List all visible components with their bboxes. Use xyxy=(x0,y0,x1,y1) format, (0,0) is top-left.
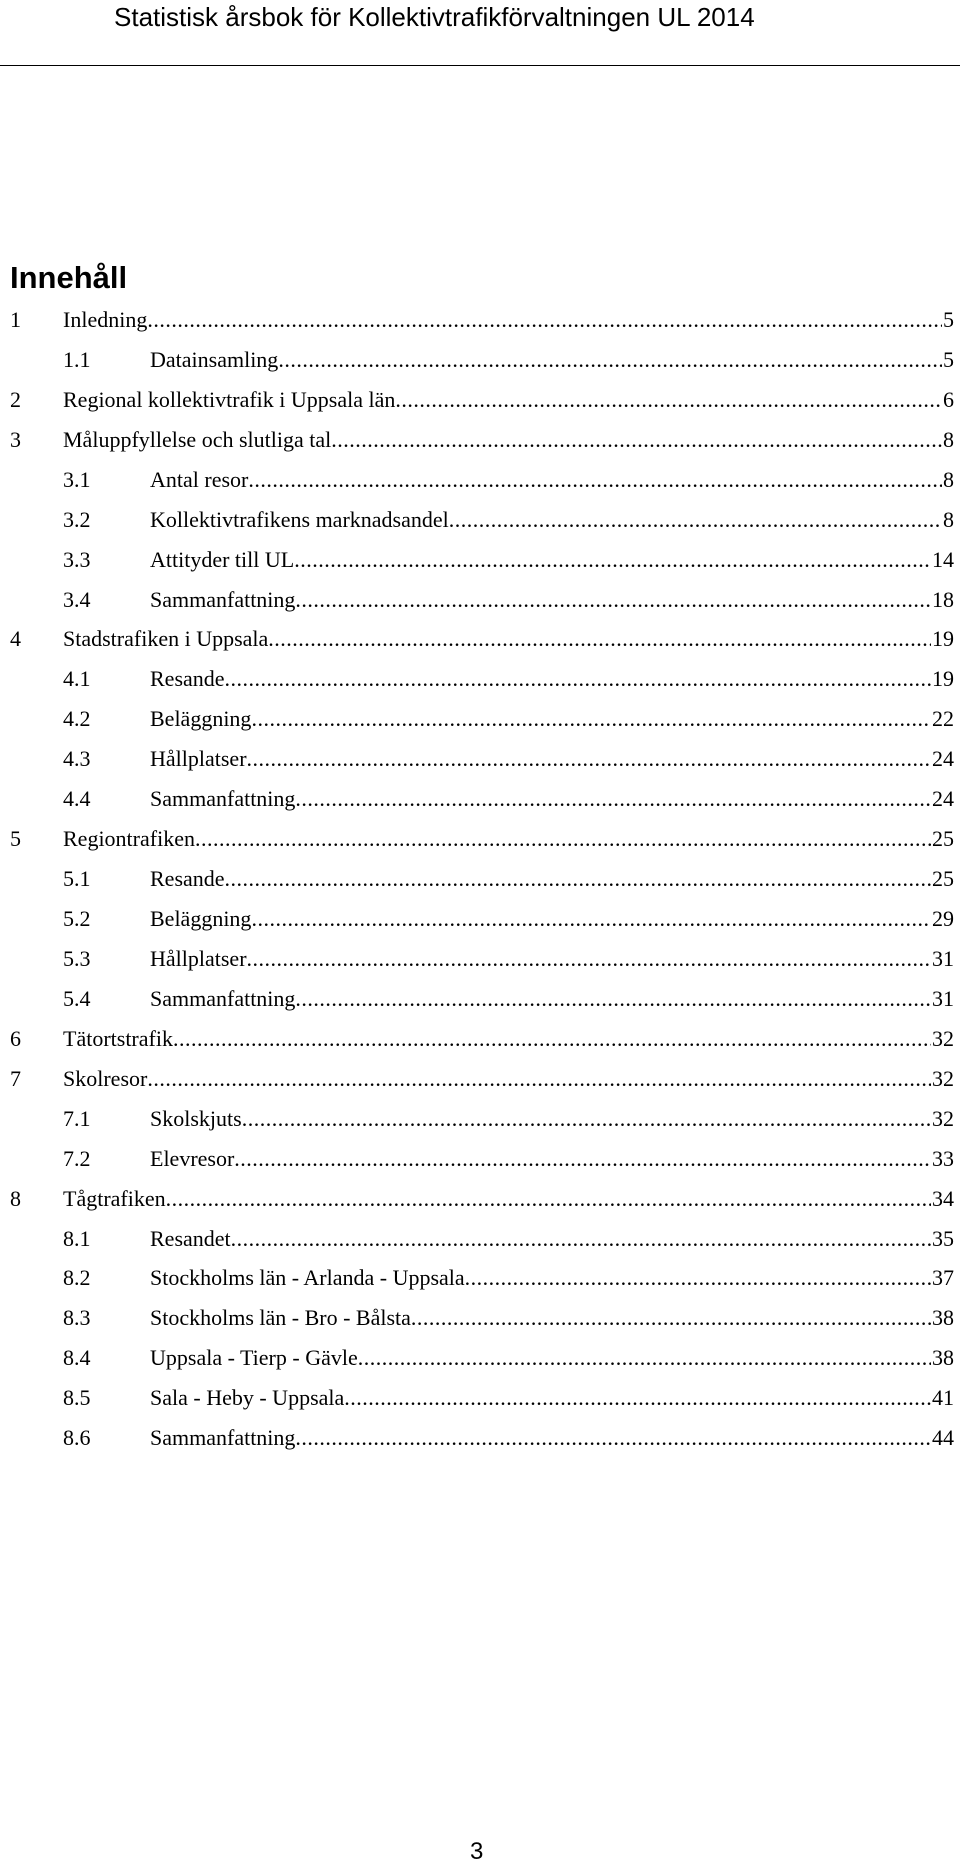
toc-heading: Innehåll xyxy=(10,260,128,295)
dot-leader xyxy=(147,306,942,334)
toc-entry[interactable] xyxy=(10,1019,954,1059)
toc-entry-title: Antal resor xyxy=(150,466,249,492)
dot-leader xyxy=(247,945,931,973)
toc-entry-page: 34 xyxy=(932,1185,954,1211)
toc-entry-page: 29 xyxy=(932,906,954,932)
toc-entry[interactable] xyxy=(10,1179,954,1219)
toc-entry-number: 1 xyxy=(10,306,21,332)
toc-entry[interactable] xyxy=(10,739,954,779)
toc-entry-title: Skolskjuts xyxy=(150,1105,242,1131)
toc-entry[interactable] xyxy=(10,859,954,899)
toc-entry-number: 2 xyxy=(10,386,21,412)
toc-entry-number: 4.4 xyxy=(63,786,91,812)
page-header xyxy=(0,0,960,66)
toc-entry-title: Hållplatser xyxy=(150,746,247,772)
toc-entry-title: Sala - Heby - Uppsala xyxy=(150,1385,345,1411)
toc-entry-number: 8.1 xyxy=(63,1225,91,1251)
toc-entry-number: 8.2 xyxy=(63,1265,91,1291)
toc-entry-title: Måluppfyllelse och slutliga tal xyxy=(63,426,332,452)
toc-entry[interactable] xyxy=(10,1418,954,1458)
toc-entry-number: 5.1 xyxy=(63,866,91,892)
toc-entry-title: Kollektivtrafikens marknadsandel xyxy=(150,506,449,532)
dot-leader xyxy=(294,546,931,574)
toc-entry-page: 31 xyxy=(932,985,954,1011)
dot-leader xyxy=(449,506,942,534)
toc-entry-number: 8.4 xyxy=(63,1345,91,1371)
toc-entry[interactable] xyxy=(10,1139,954,1179)
toc-entry-number: 1.1 xyxy=(63,346,91,372)
document-title: Statistisk årsbok för Kollektivtrafikförvaltningen UL 2014 xyxy=(114,2,755,32)
toc-entry-title: Sammanfattning xyxy=(150,985,296,1011)
toc-entry-page: 8 xyxy=(943,426,954,452)
toc-entry-title: Hållplatser xyxy=(150,945,247,971)
toc-entry-number: 5 xyxy=(10,826,21,852)
dot-leader xyxy=(344,1384,931,1412)
toc-entry-title: Resandet xyxy=(150,1225,231,1251)
dot-leader xyxy=(251,705,931,733)
toc-entry-title: Inledning xyxy=(63,306,148,332)
toc-entry-page: 6 xyxy=(943,386,954,412)
toc-entry-title: Uppsala - Tierp - Gävle xyxy=(150,1345,358,1371)
toc-entry-title: Beläggning xyxy=(150,706,252,732)
toc-entry[interactable] xyxy=(10,1338,954,1378)
dot-leader xyxy=(465,1264,931,1292)
toc-entry-page: 25 xyxy=(932,826,954,852)
toc-entry-page: 18 xyxy=(932,586,954,612)
toc-entry-title: Datainsamling xyxy=(150,346,279,372)
toc-entry[interactable] xyxy=(10,699,954,739)
toc-entry-page: 5 xyxy=(943,306,954,332)
toc-entry[interactable] xyxy=(10,460,954,500)
dot-leader xyxy=(166,1185,931,1213)
toc-entry-number: 5.2 xyxy=(63,906,91,932)
toc-entry-title: Resande xyxy=(150,866,225,892)
dot-leader xyxy=(295,785,931,813)
dot-leader xyxy=(295,586,931,614)
dot-leader xyxy=(225,665,931,693)
dot-leader xyxy=(248,466,942,494)
toc-entry[interactable] xyxy=(10,340,954,380)
toc-entry[interactable] xyxy=(10,819,954,859)
dot-leader xyxy=(278,346,942,374)
toc-entry[interactable] xyxy=(10,300,954,340)
toc-entry-page: 8 xyxy=(943,466,954,492)
toc-entry[interactable] xyxy=(10,899,954,939)
toc-entry-page: 24 xyxy=(932,786,954,812)
toc-entry-page: 5 xyxy=(943,346,954,372)
toc-entry[interactable] xyxy=(10,1099,954,1139)
dot-leader xyxy=(247,745,931,773)
toc-entry-page: 19 xyxy=(932,626,954,652)
toc-entry-page: 38 xyxy=(932,1345,954,1371)
toc-entry-page: 8 xyxy=(943,506,954,532)
toc-entry-page: 32 xyxy=(932,1065,954,1091)
toc-entry-number: 4.2 xyxy=(63,706,91,732)
dot-leader xyxy=(234,1145,931,1173)
dot-leader xyxy=(173,1025,931,1053)
toc-entry[interactable] xyxy=(10,500,954,540)
dot-leader xyxy=(251,905,931,933)
toc-entry-title: Resande xyxy=(150,666,225,692)
toc-entry-title: Tätortstrafik xyxy=(63,1025,173,1051)
toc-entry-page: 32 xyxy=(932,1025,954,1051)
toc-entry-number: 5.3 xyxy=(63,945,91,971)
toc-entry-number: 4.3 xyxy=(63,746,91,772)
toc-entry-number: 8 xyxy=(10,1185,21,1211)
toc-entry-number: 5.4 xyxy=(63,985,91,1011)
toc-entry-title: Elevresor xyxy=(150,1145,235,1171)
toc-entry[interactable] xyxy=(10,1298,954,1338)
toc-entry-title: Tågtrafiken xyxy=(63,1185,166,1211)
dot-leader xyxy=(411,1304,931,1332)
toc-entry-title: Sammanfattning xyxy=(150,786,296,812)
toc-entry[interactable] xyxy=(10,380,954,420)
toc-entry-number: 8.5 xyxy=(63,1385,91,1411)
toc-entry-title: Regiontrafiken xyxy=(63,826,195,852)
toc-entry-number: 3.4 xyxy=(63,586,91,612)
toc-entry[interactable] xyxy=(10,779,954,819)
toc-entry-page: 37 xyxy=(932,1265,954,1291)
toc-entry-title: Stadstrafiken i Uppsala xyxy=(63,626,269,652)
toc-entry-number: 4.1 xyxy=(63,666,91,692)
toc-entry-page: 35 xyxy=(932,1225,954,1251)
toc-entry[interactable] xyxy=(10,1378,954,1418)
toc-entry[interactable] xyxy=(10,580,954,620)
dot-leader xyxy=(331,426,942,454)
toc-entry-number: 3 xyxy=(10,426,21,452)
toc-entry-page: 32 xyxy=(932,1105,954,1131)
toc-entry-page: 44 xyxy=(932,1425,954,1451)
toc-entry-title: Sammanfattning xyxy=(150,586,296,612)
toc-entry-page: 38 xyxy=(932,1305,954,1331)
toc-entry-title: Skolresor xyxy=(63,1065,148,1091)
toc-entry-page: 33 xyxy=(932,1145,954,1171)
dot-leader xyxy=(295,1424,931,1452)
toc-entry-number: 7 xyxy=(10,1065,21,1091)
toc-entry-page: 41 xyxy=(932,1385,954,1411)
toc-entry-title: Sammanfattning xyxy=(150,1425,296,1451)
dot-leader xyxy=(395,386,942,414)
toc-entry-number: 3.1 xyxy=(63,466,91,492)
toc-entry-title: Stockholms län - Bro - Bålsta xyxy=(150,1305,411,1331)
toc-entry[interactable] xyxy=(10,620,954,660)
page-number: 3 xyxy=(470,1838,484,1865)
dot-leader xyxy=(295,985,931,1013)
toc-entry[interactable] xyxy=(10,939,954,979)
toc-entry-number: 7.1 xyxy=(63,1105,91,1131)
dot-leader xyxy=(147,1065,931,1093)
toc-entry[interactable] xyxy=(10,979,954,1019)
toc-entry-page: 19 xyxy=(932,666,954,692)
toc-entry[interactable] xyxy=(10,1059,954,1099)
toc-entry-page: 14 xyxy=(932,546,954,572)
toc-entry-page: 31 xyxy=(932,945,954,971)
toc-entry-number: 3.2 xyxy=(63,506,91,532)
toc-entry-number: 4 xyxy=(10,626,21,652)
dot-leader xyxy=(231,1225,931,1253)
toc-entry-title: Stockholms län - Arlanda - Uppsala xyxy=(150,1265,465,1291)
toc-entry-number: 3.3 xyxy=(63,546,91,572)
toc-entry-title: Beläggning xyxy=(150,906,252,932)
table-of-contents xyxy=(10,300,954,1458)
toc-entry[interactable] xyxy=(10,1219,954,1259)
dot-leader xyxy=(195,825,931,853)
toc-entry-page: 22 xyxy=(932,706,954,732)
dot-leader xyxy=(268,625,931,653)
dot-leader xyxy=(242,1105,931,1133)
toc-entry-number: 6 xyxy=(10,1025,21,1051)
dot-leader xyxy=(225,865,931,893)
dot-leader xyxy=(358,1344,931,1372)
toc-entry-page: 25 xyxy=(932,866,954,892)
toc-entry[interactable] xyxy=(10,540,954,580)
toc-entry-page: 24 xyxy=(932,746,954,772)
toc-entry-title: Regional kollektivtrafik i Uppsala län xyxy=(63,386,396,412)
toc-entry-title: Attityder till UL xyxy=(150,546,295,572)
toc-entry-number: 8.3 xyxy=(63,1305,91,1331)
toc-entry-number: 7.2 xyxy=(63,1145,91,1171)
toc-entry[interactable] xyxy=(10,420,954,460)
toc-entry[interactable] xyxy=(10,1259,954,1299)
toc-entry-number: 8.6 xyxy=(63,1425,91,1451)
toc-entry[interactable] xyxy=(10,659,954,699)
